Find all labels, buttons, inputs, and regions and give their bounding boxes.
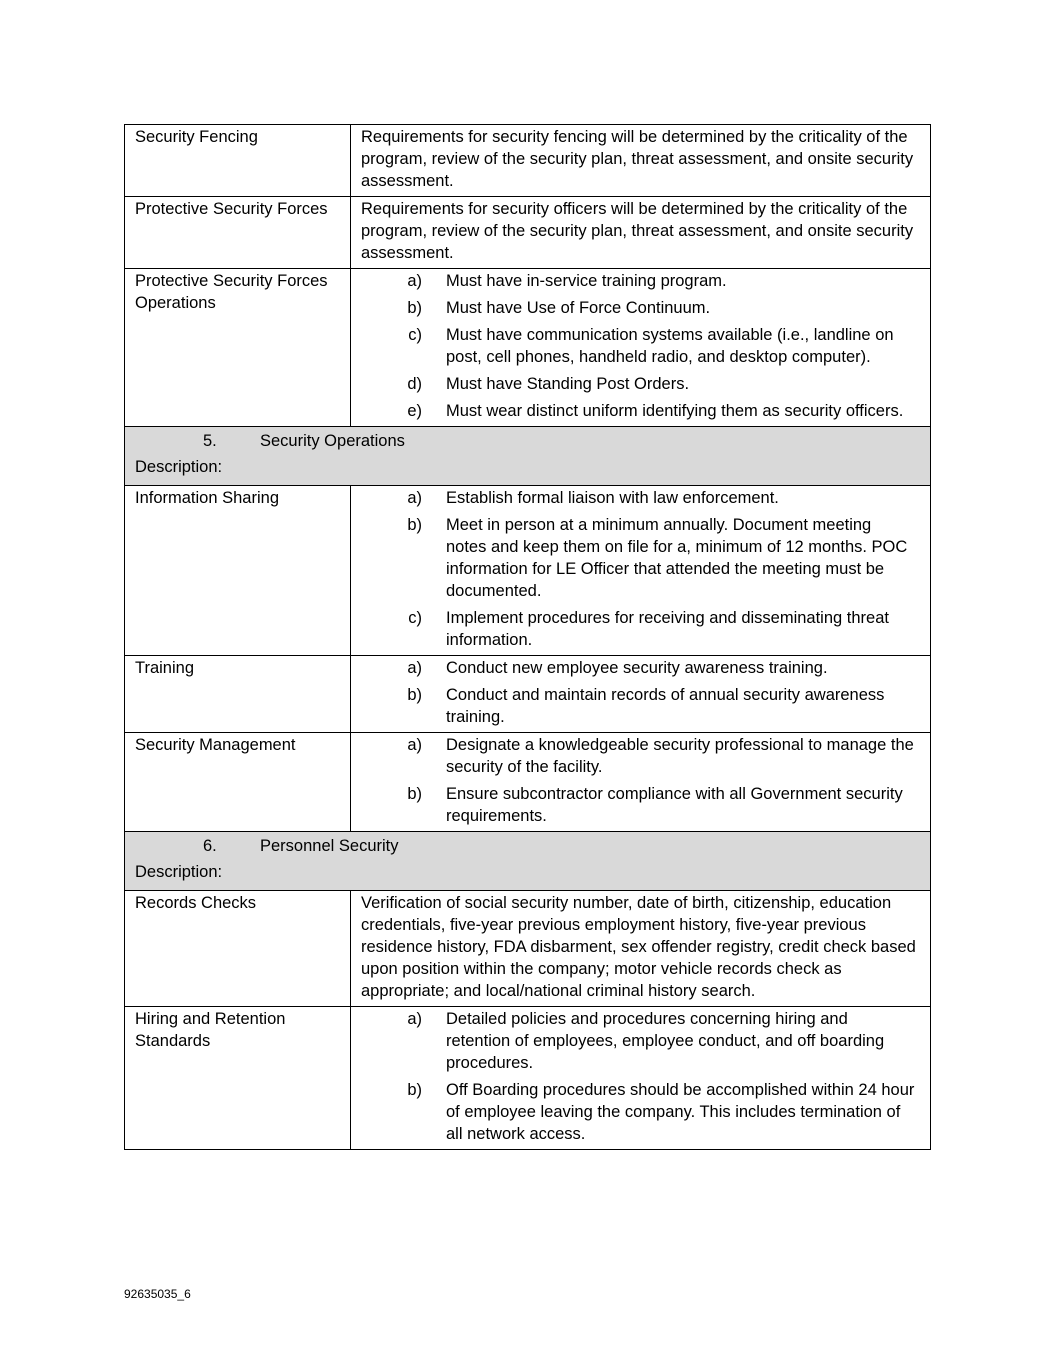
list-item-text: Must wear distinct uniform identifying them as security officers. [446,402,904,420]
table-row [125,197,931,269]
list-item-text: Conduct and maintain records of annual security awareness training. [446,686,885,726]
row-label: Records Checks [125,891,351,1007]
list-item-text: Must have communication systems available (i.e., landline on post, cell phones, handheld radio, and desktop computer). [446,326,894,366]
row-label: Security Management [125,733,351,832]
list-marker: a) [407,659,422,677]
list-item [361,1008,920,1074]
table-row [125,269,931,427]
list-item [361,684,920,728]
list-item [361,400,920,422]
requirements-table [124,124,931,1150]
list-item [361,514,920,602]
row-items [351,733,931,832]
section-title: Personnel Security [260,837,399,855]
document-id-footer: 92635035_6 [124,1287,191,1301]
list-item [361,270,920,292]
list-marker: b) [407,785,422,803]
section-number: 5. [203,432,217,450]
list-item [361,1079,920,1145]
section-description: Description: [135,863,223,881]
list-item-text: Must have Standing Post Orders. [446,375,690,393]
list-item-text: Conduct new employee security awareness training. [446,659,828,677]
section-title: Security Operations [260,432,405,450]
list-marker: a) [407,736,422,754]
table-row [125,1007,931,1150]
section-header-row [125,832,931,891]
row-label: Protective Security Forces [125,197,351,269]
row-items [351,269,931,427]
section-header [125,427,931,486]
row-label: Information Sharing [125,486,351,656]
list-marker: b) [407,686,422,704]
section-heading [135,427,920,454]
list-item [361,783,920,827]
list-item [361,297,920,319]
list-item-text: Establish formal liaison with law enforcement. [446,489,779,507]
list-item-text: Off Boarding procedures should be accomplished within 24 hour of employee leaving the company. This includes termination of all network access. [446,1081,915,1143]
table-row [125,486,931,656]
list-item-text: Meet in person at a minimum annually. Document meeting notes and keep them on file for a, minimum of 12 months. POC information for LE Officer that attended the meeting must be documented. [446,516,908,600]
list-item-text: Must have Use of Force Continuum. [446,299,711,317]
section-heading [135,832,920,859]
list-item-text: Designate a knowledgeable security professional to manage the security of the facility. [446,736,914,776]
list-item-text: Detailed policies and procedures concerning hiring and retention of employees, employee conduct, and off boarding procedures. [446,1010,885,1072]
table-row [125,733,931,832]
section-header-row [125,427,931,486]
section-number: 6. [203,837,217,855]
list-item [361,734,920,778]
row-label: Security Fencing [125,125,351,197]
list-marker: c) [408,326,422,344]
list-marker: b) [407,299,422,317]
table-row [125,125,931,197]
table-row [125,891,931,1007]
row-label: Protective Security Forces Operations [125,269,351,427]
list-item [361,607,920,651]
row-items [351,656,931,733]
row-text: Requirements for security officers will be determined by the criticality of the program, review of the security plan, threat assessment, and onsite security assessment. [351,197,931,269]
row-label: Hiring and Retention Standards [125,1007,351,1150]
row-label: Training [125,656,351,733]
list-marker: e) [407,402,422,420]
row-items [351,1007,931,1150]
list-item-text: Implement procedures for receiving and disseminating threat information. [446,609,889,649]
list-marker: b) [407,516,422,534]
list-marker: a) [407,1010,422,1028]
list-marker: a) [407,489,422,507]
list-item [361,324,920,368]
list-marker: b) [407,1081,422,1099]
list-item-text: Ensure subcontractor compliance with all Government security requirements. [446,785,903,825]
table-row [125,656,931,733]
row-items [351,486,931,656]
list-item [361,373,920,395]
list-marker: a) [407,272,422,290]
section-header [125,832,931,891]
list-marker: c) [408,609,422,627]
list-item-text: Must have in-service training program. [446,272,727,290]
list-item [361,657,920,679]
row-text: Verification of social security number, date of birth, citizenship, education credentials, five-year previous employment history, five-year previous residence history, FDA disbarment, sex offender registry, credit check based upon position within the company; motor vehicle records check as appropriate; and local/national criminal history search. [351,891,931,1007]
list-item [361,487,920,509]
row-text: Requirements for security fencing will be determined by the criticality of the program, review of the security plan, threat assessment, and onsite security assessment. [351,125,931,197]
section-description: Description: [135,458,223,476]
list-marker: d) [407,375,422,393]
